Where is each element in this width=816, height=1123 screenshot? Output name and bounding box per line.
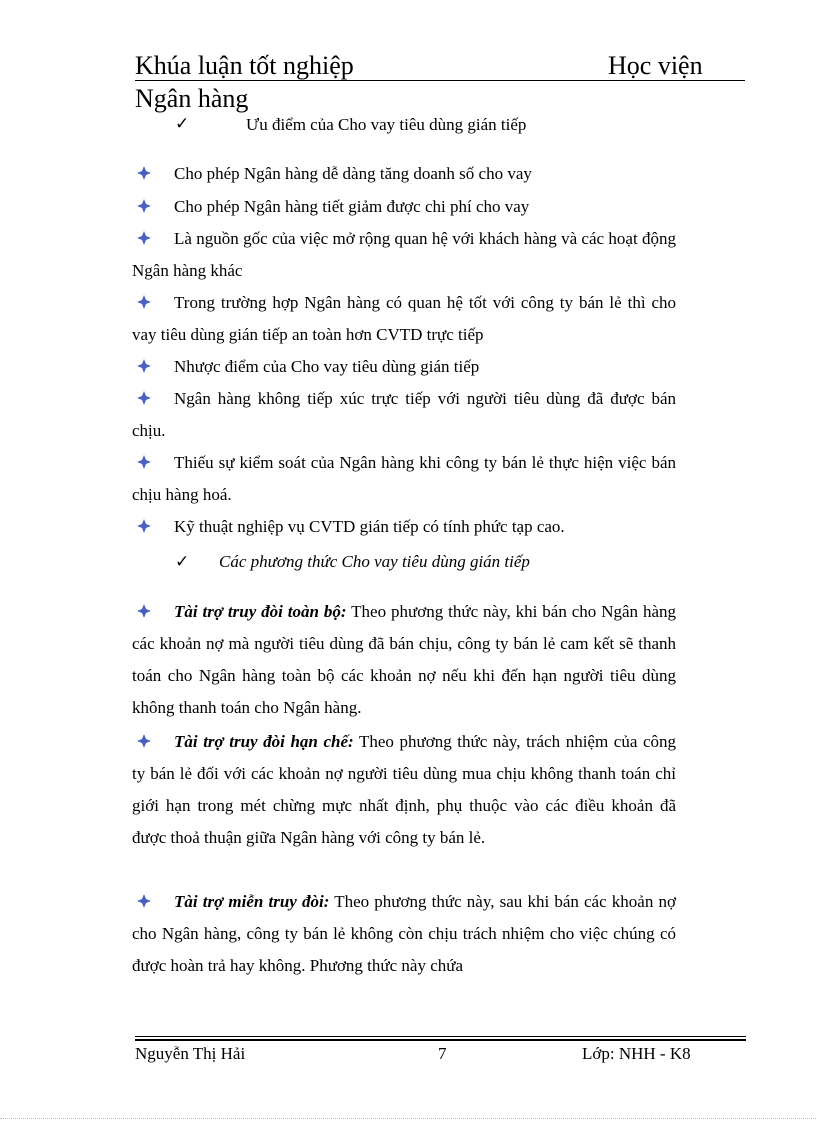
header-institution: Học viện bbox=[608, 51, 703, 80]
footer-class: Lớp: NHH - K8 bbox=[582, 1044, 691, 1063]
method-title: Tài trợ truy đòi toàn bộ: bbox=[174, 602, 347, 621]
advantage-item: Là nguồn gốc của việc mở rộng quan hệ với khách hàng và các hoạt động Ngân hàng khác bbox=[132, 229, 676, 280]
disadvantage-item: Thiếu sự kiểm soát của Ngân hàng khi công ty bán lẻ thực hiện việc bán chịu hàng hoá. bbox=[132, 453, 676, 504]
method-text: Theo phương thức này, sau khi bán các khoản nợ cho Ngân hàng, công ty bán lẻ không còn chịu trách nhiệm cho việc chúng có được hoàn trả hay không. Phương thức này chứa bbox=[132, 892, 676, 975]
methods-heading: Các phương thức Cho vay tiêu dùng gián tiếp bbox=[219, 552, 530, 571]
method-non-recourse bbox=[132, 886, 676, 982]
method-text: Theo phương thức này, khi bán cho Ngân hàng các khoản nợ mà người tiêu dùng đã bán chịu, công ty bán lẻ cam kết sẽ thanh toán cho Ngân hàng toàn bộ các khoản nợ nếu khi đến hạn người tiêu dùng không thanh toán cho Ngân hàng. bbox=[132, 602, 676, 717]
page-header bbox=[135, 50, 745, 82]
header-institution-cont: Ngân hàng bbox=[135, 84, 249, 113]
disadvantage-item: Ngân hàng không tiếp xúc trực tiếp với người tiêu dùng đã được bán chịu. bbox=[132, 389, 676, 440]
method-text: Theo phương thức này, trách nhiệm của công ty bán lẻ đối với các khoản nợ người tiêu dùng mua chịu không thanh toán chỉ giới hạn trong mét chừng mực nhất định, phụ thuộc vào các điều khoản đã được thoả thuận giữa Ngân hàng với công ty bán lẻ. bbox=[132, 732, 676, 847]
checkmark-icon: ✓ bbox=[175, 552, 190, 571]
advantage-item: Cho phép Ngân hàng dễ dàng tăng doanh số cho vay bbox=[174, 164, 532, 183]
page-number: 7 bbox=[438, 1044, 447, 1063]
advantages-heading: Ưu điểm của Cho vay tiêu dùng gián tiếp bbox=[246, 115, 527, 134]
header-thesis-title: Khúa luận tốt nghiệp bbox=[135, 51, 354, 80]
page-edge-divider bbox=[0, 1118, 816, 1119]
advantage-item: Trong trường hợp Ngân hàng có quan hệ tốt với công ty bán lẻ thì cho vay tiêu dùng gián tiếp an toàn hơn CVTD trực tiếp bbox=[132, 293, 676, 344]
footer-rule bbox=[135, 1036, 746, 1037]
footer-author: Nguyễn Thị Hải bbox=[135, 1044, 246, 1063]
footer-rule bbox=[135, 1039, 746, 1041]
method-full-recourse bbox=[132, 596, 676, 724]
disadvantages-heading: Nhược điểm của Cho vay tiêu dùng gián tiếp bbox=[174, 357, 480, 376]
header-underline bbox=[135, 80, 745, 81]
checkmark-icon: ✓ bbox=[175, 114, 190, 133]
disadvantage-item: Kỹ thuật nghiệp vụ CVTD gián tiếp có tính phức tạp cao. bbox=[174, 517, 565, 536]
method-title: Tài trợ truy đòi hạn chế: bbox=[174, 732, 354, 751]
method-title: Tài trợ miễn truy đòi: bbox=[174, 892, 330, 911]
method-limited-recourse bbox=[132, 726, 676, 854]
advantage-item: Cho phép Ngân hàng tiết giảm được chi phí cho vay bbox=[174, 197, 530, 216]
